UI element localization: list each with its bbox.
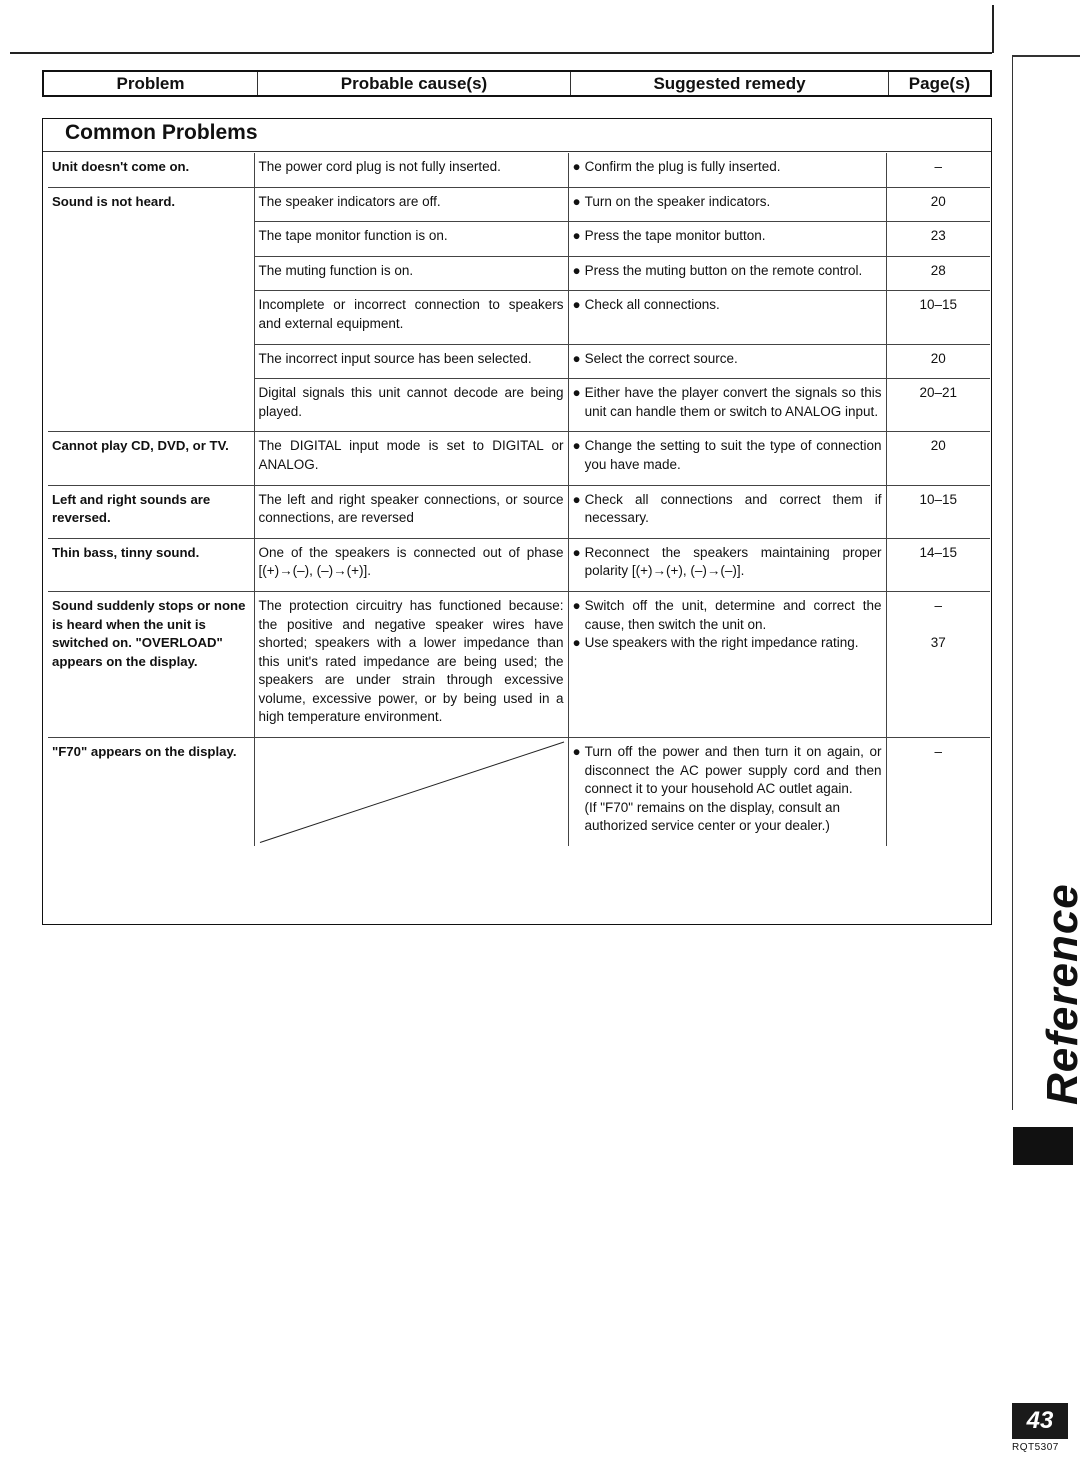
remedy-item xyxy=(573,193,882,212)
remedy-text: Press the muting button on the remote control. xyxy=(584,262,863,278)
problem-cell xyxy=(48,344,254,379)
remedy-text: Press the tape monitor button. xyxy=(584,228,766,244)
cause-cell: The muting function is on. xyxy=(254,256,568,291)
table-row xyxy=(48,187,990,222)
bullet-icon: ● xyxy=(572,438,581,454)
table-row xyxy=(48,344,990,379)
table-row xyxy=(48,153,990,187)
bullet-icon: ● xyxy=(572,744,581,760)
page-ref: 10–15 xyxy=(919,491,958,507)
remedy-cell xyxy=(568,222,886,257)
remedy-text: Turn off the power and then turn it on again, or disconnect the AC power supply cord and then connect it to your household AC outlet again. xyxy=(584,744,882,797)
page-ref: 20–21 xyxy=(919,385,958,401)
remedy-cell xyxy=(568,738,886,846)
remedy-item xyxy=(573,384,882,421)
diagonal-line xyxy=(260,742,564,842)
remedy-item xyxy=(573,227,882,246)
problem-cell: "F70" appears on the display. xyxy=(52,744,237,760)
table-row xyxy=(48,222,990,257)
page-ref: 20 xyxy=(930,193,946,209)
header-problem: Problem xyxy=(116,73,185,93)
page-ref: 10–15 xyxy=(919,297,958,313)
header-remedy: Suggested remedy xyxy=(570,72,888,95)
problem-cell xyxy=(48,379,254,432)
cause-cell: One of the speakers is connected out of phase [(+)→(–), (–)→(+)]. xyxy=(254,538,568,591)
remedy-cell xyxy=(568,379,886,432)
section-title-rule xyxy=(43,151,991,152)
remedy-cell xyxy=(568,538,886,591)
page-ref: 20 xyxy=(930,438,946,454)
remedy-cell xyxy=(568,153,886,187)
page-ref: 23 xyxy=(930,228,946,244)
page-ref: – xyxy=(934,597,942,613)
pages-cell xyxy=(886,187,990,222)
problem-cell xyxy=(48,256,254,291)
remedy-item xyxy=(573,491,882,528)
sidebar-top-rule xyxy=(1012,55,1080,57)
pages-cell xyxy=(886,538,990,591)
bullet-icon: ● xyxy=(572,350,581,366)
problem-cell xyxy=(48,291,254,344)
remedy-text: Confirm the plug is fully inserted. xyxy=(584,159,781,174)
pages-cell xyxy=(886,153,990,187)
remedy-cell xyxy=(568,344,886,379)
page-ref: – xyxy=(934,159,942,174)
remedy-text: Use speakers with the right impedance rating. xyxy=(584,635,859,651)
bullet-icon: ● xyxy=(572,385,581,401)
header-pages: Page(s) xyxy=(888,72,990,95)
table-row xyxy=(48,379,990,432)
bullet-icon: ● xyxy=(572,228,581,244)
pages-cell xyxy=(886,738,990,846)
remedy-item xyxy=(573,597,882,634)
page-ref: 14–15 xyxy=(919,544,958,560)
remedy-cell xyxy=(568,591,886,737)
bullet-icon: ● xyxy=(572,193,581,209)
cause-cell: The protection circuitry has functioned because: the positive and negative speaker wires have shorted; speakers with a lower impedance than this unit's rated impedance are being used; the speakers are under strain through excessive volume, excessive power, or by being used in a high temperature environment. xyxy=(254,591,568,737)
bullet-icon: ● xyxy=(572,544,581,560)
bullet-icon: ● xyxy=(572,159,581,174)
pages-cell xyxy=(886,379,990,432)
column-header-bar xyxy=(42,70,992,97)
page-number: 43 xyxy=(1012,1403,1068,1439)
top-rule xyxy=(10,52,992,54)
pages-cell xyxy=(886,591,990,737)
bullet-icon: ● xyxy=(572,297,581,313)
table-row xyxy=(48,591,990,737)
remedy-cell xyxy=(568,187,886,222)
empty-cell-diagonal xyxy=(254,738,568,846)
page-ref: 37 xyxy=(930,635,946,651)
section-marker-block xyxy=(1013,1127,1073,1165)
cause-cell: Incomplete or incorrect connection to speakers and external equipment. xyxy=(254,291,568,344)
remedy-item xyxy=(573,437,882,474)
remedy-note: (If "F70" remains on the display, consult an authorized service center or your dealer.) xyxy=(584,799,840,834)
pages-cell xyxy=(886,222,990,257)
top-right-rule xyxy=(992,5,994,53)
remedy-text: Turn on the speaker indicators. xyxy=(584,193,771,209)
problem-cell: Left and right sounds are reversed. xyxy=(48,485,254,538)
remedy-item xyxy=(573,743,882,799)
remedy-item xyxy=(573,262,882,281)
pages-cell xyxy=(886,432,990,485)
problem-cell: Sound is not heard. xyxy=(52,193,176,209)
section-title: Common Problems xyxy=(65,121,258,144)
problem-cell: Thin bass, tinny sound. xyxy=(48,538,254,591)
pages-cell xyxy=(886,256,990,291)
pages-cell xyxy=(886,485,990,538)
table-row xyxy=(48,256,990,291)
remedy-item xyxy=(573,634,882,653)
remedy-text: Select the correct source. xyxy=(584,350,738,366)
table-row xyxy=(48,485,990,538)
remedy-text: Change the setting to suit the type of connection you have made. xyxy=(584,438,882,472)
remedy-text: Either have the player convert the signals so this unit can handle them or switch to ANALOG input. xyxy=(584,385,882,419)
header-cause: Probable cause(s) xyxy=(257,72,570,95)
bullet-icon: ● xyxy=(572,491,581,507)
table-row xyxy=(48,538,990,591)
cause-cell: The tape monitor function is on. xyxy=(254,222,568,257)
remedy-text: Reconnect the speakers maintaining proper polarity [(+)→(+), (–)→(–)]. xyxy=(584,544,882,579)
remedy-item xyxy=(573,158,882,177)
remedy-item xyxy=(573,350,882,369)
remedy-text: Switch off the unit, determine and correct the cause, then switch the unit on. xyxy=(584,597,882,632)
problem-cell: Cannot play CD, DVD, or TV. xyxy=(48,432,254,485)
bullet-icon: ● xyxy=(572,262,581,278)
reference-side-tab: Reference xyxy=(1038,883,1087,1105)
model-code: RQT5307 xyxy=(1012,1442,1059,1453)
page-ref: – xyxy=(934,744,942,760)
pages-cell xyxy=(886,344,990,379)
remedy-item xyxy=(573,544,882,581)
problem-cell: Sound suddenly stops or none is heard when the unit is switched on. "OVERLOAD" appears on the display. xyxy=(48,591,254,737)
sidebar-rule xyxy=(1012,55,1013,1110)
remedy-text: Check all connections. xyxy=(584,297,720,313)
remedy-text: Check all connections and correct them if necessary. xyxy=(584,491,882,526)
remedy-cell xyxy=(568,256,886,291)
bullet-icon: ● xyxy=(572,635,581,651)
remedy-cell xyxy=(568,291,886,344)
cause-cell: The incorrect input source has been selected. xyxy=(254,344,568,379)
table-row xyxy=(48,291,990,344)
cause-cell: The left and right speaker connections, or source connections, are reversed xyxy=(254,485,568,538)
remedy-item xyxy=(573,296,882,315)
pages-cell xyxy=(886,291,990,344)
page-ref: 28 xyxy=(930,262,946,278)
page-ref: 20 xyxy=(930,350,946,366)
cause-cell: The DIGITAL input mode is set to DIGITAL or ANALOG. xyxy=(254,432,568,485)
problem-cell xyxy=(48,222,254,257)
problem-cell: Unit doesn't come on. xyxy=(48,153,254,187)
cause-cell: The speaker indicators are off. xyxy=(254,187,568,222)
remedy-cell xyxy=(568,485,886,538)
cause-cell: The power cord plug is not fully inserted. xyxy=(254,153,568,187)
table-row xyxy=(48,432,990,485)
cause-cell: Digital signals this unit cannot decode are being played. xyxy=(254,379,568,432)
remedy-cell xyxy=(568,432,886,485)
bullet-icon: ● xyxy=(572,597,581,613)
